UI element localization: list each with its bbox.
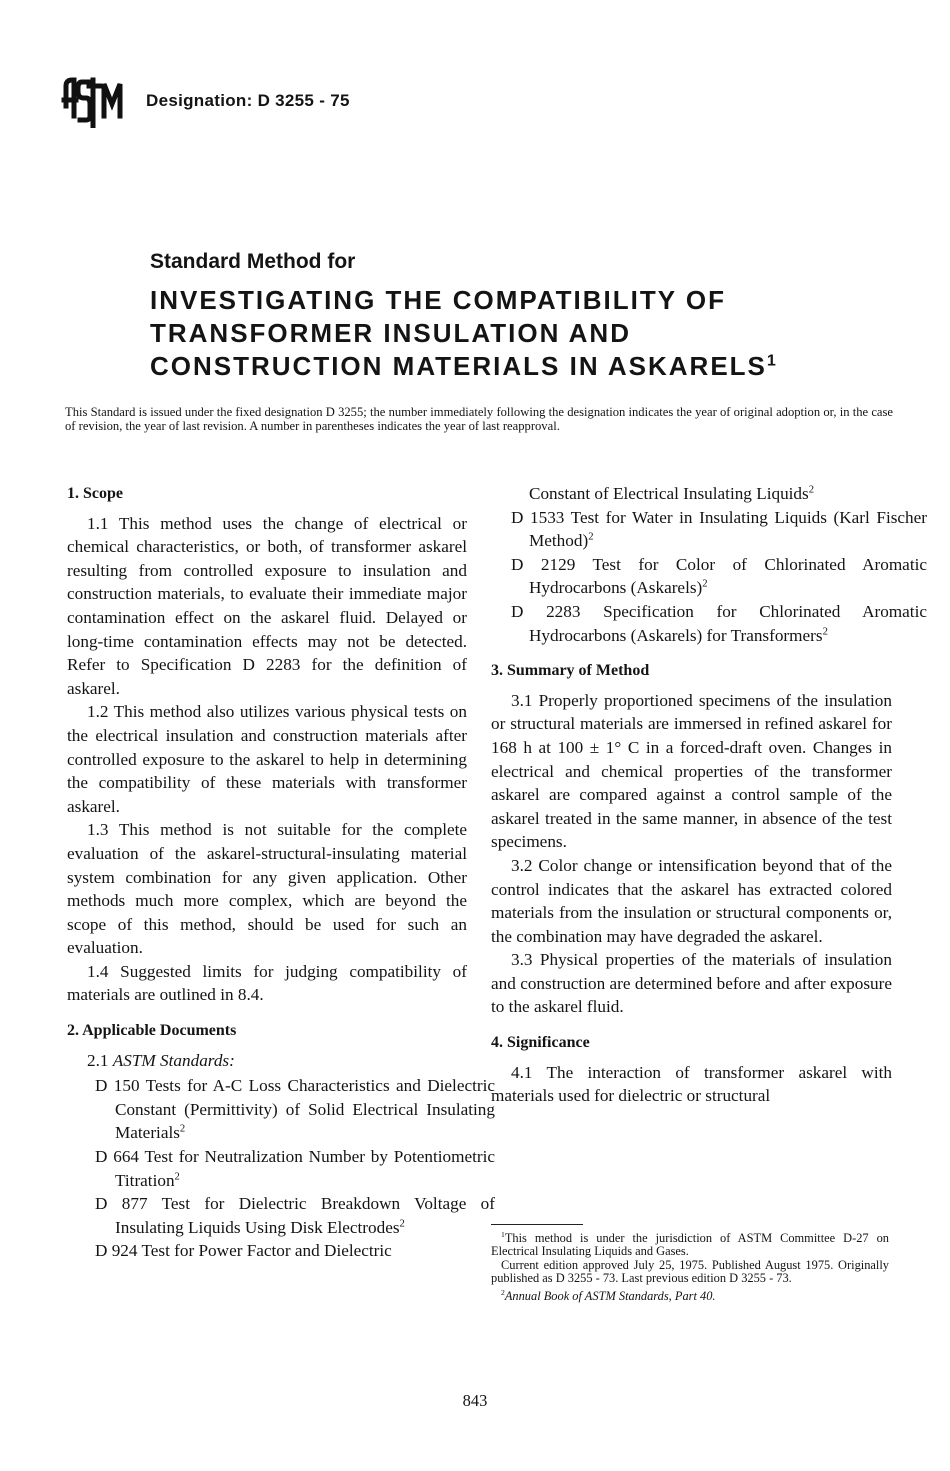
title-line-3 bbox=[150, 350, 910, 383]
document-item-text: D 2283 Specification for Chlorinated Aromatic Hydrocarbons (Askarels) for Transformers bbox=[511, 601, 927, 645]
document-item-continuation bbox=[529, 482, 892, 506]
title-line-2: TRANSFORMER INSULATION AND bbox=[150, 318, 631, 348]
document-item bbox=[491, 553, 927, 600]
section-heading-documents: 2. Applicable Documents bbox=[67, 1022, 237, 1040]
right-column bbox=[491, 482, 927, 1108]
paragraph-3-1: 3.1 Properly proportioned specimens of the insulation or structural materials are immersed in refined askarel for 168 h at 100 ± 1° C in a forced-draft oven. Changes in electrical and chemical properties of the transformer askarel are compared against a control sample of the askarel treated in the same manner, in absence of the test specimens. bbox=[491, 690, 892, 852]
issue-note: This Standard is issued under the fixed designation D 3255; the number immediately following the designation indicates the year of original adoption or, in the case of revision, the year of last revision. A number in parentheses indicates the year of last reapproval. bbox=[65, 405, 893, 433]
document-footnote-ref[interactable]: 2 bbox=[808, 484, 815, 496]
footnote-divider bbox=[491, 1224, 583, 1225]
document-item bbox=[87, 1192, 495, 1239]
standard-subtitle: Standard Method for bbox=[150, 250, 356, 273]
document-footnote-ref[interactable]: 2 bbox=[399, 1218, 405, 1230]
document-footnote-ref[interactable]: 2 bbox=[174, 1170, 180, 1182]
page-number: 843 bbox=[462, 1391, 488, 1410]
document-footnote-ref[interactable]: 2 bbox=[822, 625, 828, 637]
subheading-label: ASTM Standards: bbox=[112, 1050, 235, 1070]
footnote-1-text: This method is under the jurisdiction of ASTM Committee D-27 on Electrical Insulating Liquids and Gases. bbox=[491, 1231, 889, 1258]
paragraph-4-1: 4.1 The interaction of transformer askarel with materials used for dielectric or structural bbox=[491, 1062, 892, 1106]
footnote-2 bbox=[491, 1287, 889, 1303]
footnote-mark: 1 bbox=[501, 1229, 505, 1239]
title-line-1: INVESTIGATING THE COMPATIBILITY OF bbox=[150, 285, 726, 315]
paragraph-1-1: 1.1 This method uses the change of electrical or chemical characteristics, or both, of transformer askarel resulting from controlled exposure to insulation and construction materials, to evaluate their immediate major contamination effect on the askarel fluid. Delayed or long-time contamination effects may not be detected. Refer to Specification D 2283 for the definition of askarel. bbox=[67, 513, 467, 698]
footnotes bbox=[491, 1229, 889, 1304]
footnote-2-text: Annual Book of ASTM Standards, Part 40. bbox=[504, 1289, 716, 1303]
section-heading-significance: 4. Significance bbox=[491, 1034, 590, 1052]
subheading-number: 2.1 bbox=[87, 1050, 109, 1070]
document-item-text: D 1533 Test for Water in Insulating Liquids (Karl Fischer Method) bbox=[511, 507, 927, 551]
designation-label: Designation: D 3255 - 75 bbox=[146, 91, 350, 110]
title-block bbox=[150, 250, 910, 383]
document-item-text: D 2129 Test for Color of Chlorinated Aromatic Hydrocarbons (Askarels) bbox=[511, 554, 927, 598]
paragraph-1-4: 1.4 Suggested limits for judging compatibility of materials are outlined in 8.4. bbox=[67, 961, 467, 1005]
document-item-text: D 664 Test for Neutralization Number by Potentiometric Titration bbox=[95, 1147, 495, 1190]
title-footnote-ref[interactable]: 1 bbox=[766, 351, 778, 370]
document-item-text: D 150 Tests for A-C Loss Characteristics and Dielectric Constant (Permittivity) of Solid Electrical Insulating Materials bbox=[95, 1076, 495, 1143]
document-item-text: D 877 Test for Dielectric Breakdown Voltage of Insulating Liquids Using Disk Electrodes bbox=[95, 1194, 495, 1237]
document-footnote-ref[interactable]: 2 bbox=[702, 578, 708, 590]
paragraph-3-3: 3.3 Physical properties of the materials of insulation and construction are determined before and after exposure to the askarel fluid. bbox=[491, 950, 892, 1017]
document-item bbox=[87, 1145, 495, 1192]
document-item bbox=[87, 1074, 495, 1145]
footnote-1 bbox=[491, 1229, 889, 1258]
paragraph-3-2: 3.2 Color change or intensification beyond that of the control indicates that the askarel has extracted colored materials from the insulation or structural components or, the combination may have degraded the askarel. bbox=[491, 855, 892, 946]
document-item bbox=[491, 506, 927, 553]
document-item-text: D 924 Test for Power Factor and Dielectric bbox=[95, 1241, 392, 1261]
left-column bbox=[67, 482, 495, 1263]
document-item bbox=[87, 1239, 495, 1263]
astm-logo bbox=[60, 76, 134, 128]
paragraph-1-3: 1.3 This method is not suitable for the complete evaluation of the askarel-structural-insulating material system combination for any given application. Other methods much more complex, which are beyond the scope of this method, should be used for such an evaluation. bbox=[67, 820, 467, 958]
continuation-text: Constant of Electrical Insulating Liquids bbox=[529, 484, 809, 503]
title-line-3-text: CONSTRUCTION MATERIALS IN ASKARELS bbox=[150, 351, 767, 381]
astm-standards-subheading bbox=[87, 1049, 467, 1073]
document-footnote-ref[interactable]: 2 bbox=[179, 1123, 186, 1135]
footnote-mark: 2 bbox=[501, 1287, 505, 1297]
document-footnote-ref[interactable]: 2 bbox=[588, 531, 594, 543]
footnote-1-continued: Current edition approved July 25, 1975. Published August 1975. Originally published as D 3255 - 73. Last previous edition D 3255 - 73. bbox=[491, 1258, 889, 1285]
section-heading-summary: 3. Summary of Method bbox=[491, 662, 650, 680]
document-item bbox=[491, 600, 927, 647]
paragraph-1-2: 1.2 This method also utilizes various physical tests on the electrical insulation and construction materials after controlled exposure to the askarel to help in determining the compatibility of these materials with transformer askarel. bbox=[67, 702, 467, 816]
section-heading-scope: 1. Scope bbox=[67, 485, 123, 502]
